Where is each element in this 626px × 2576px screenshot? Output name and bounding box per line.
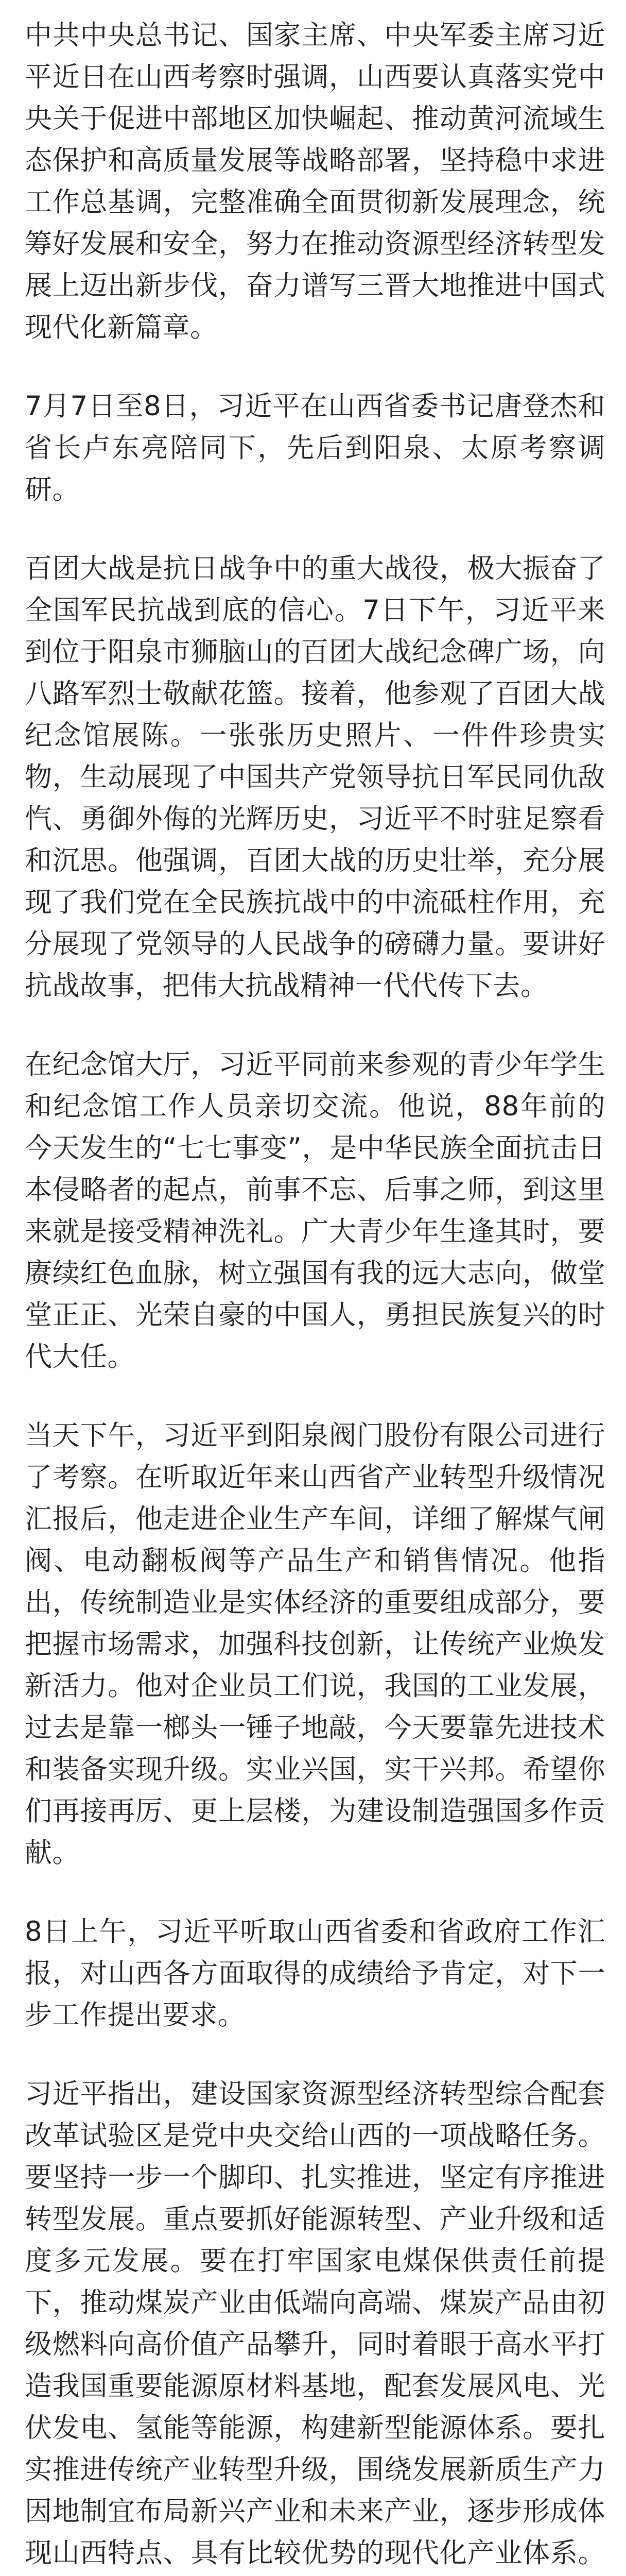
- paragraph-hundred-regiments-memorial: 百团大战是抗日战争中的重大战役，极大振奋了全国军民抗战到底的信心。7日下午，习近平来到位于阳泉市狮脑山的百团大战纪念碑广场，向八路军烈士敬献花篮。接着，他参观了百团大战纪念馆展陈。一张张历史照片、一件件珍贵实物，生动展现了中国共产党领导抗日军民同仇敌忾、勇御外侮的光辉历史，习近平不时驻足察看和沉思。他强调，百团大战的历史壮举，充分展现了我们党在全民族抗战中的中流砥柱作用，充分展现了党领导的人民战争的磅礴力量。要讲好抗战故事，把伟大抗战精神一代代传下去。: [25, 553, 605, 1002]
- paragraph-transformation: 习近平指出，建设国家资源型经济转型综合配套改革试验区是党中央交给山西的一项战略任务。要坚持一步一个脚印、扎实推进，坚定有序推进转型发展。重点要抓好能源转型、产业升级和适度多元发展。要在打牢国家电煤保供责任前提下，推动煤炭产业由低端向高端、煤炭产品由初级燃料向高价值产品攀升，同时着眼于高水平打造我国重要能源原材料基地，配套发展风电、光伏发电、氢能等能源，构建新型能源体系。要扎实推进传统产业转型升级，围绕发展新质生产力因地制宜布局新兴产业和未来产业，逐步形成体现山西特点、具有比较优势的现代化产业体系。: [25, 2078, 605, 2569]
- paragraph-itinerary: 7月7日至8日，习近平在山西省委书记唐登杰和省长卢东亮陪同下，先后到阳泉、太原考察调研。: [25, 391, 605, 505]
- paragraph-valve-company-visit: 当天下午，习近平到阳泉阀门股份有限公司进行了考察。在听取近年来山西省产业转型升级情况汇报后，他走进企业生产车间，详细了解煤气闸阀、电动翻板阀等产品生产和销售情况。他指出，传统制造业是实体经济的重要组成部分，要把握市场需求，加强科技创新，让传统产业焕发新活力。他对企业员工们说，我国的工业发展，过去是靠一榔头一锤子地敲，今天要靠先进技术和装备实现升级。实业兴国，实干兴邦。希望你们再接再厉、更上层楼，为建设制造强国多作贡献。: [25, 1420, 605, 1869]
- paragraph-intro: 中共中央总书记、国家主席、中央军委主席习近平近日在山西考察时强调，山西要认真落实党中央关于促进中部地区加快崛起、推动黄河流域生态保护和高质量发展等战略部署，坚持稳中求进工作总基调，完整准确全面贯彻新发展理念，统筹好发展和安全，努力在推动资源型经济转型发展上迈出新步伐，奋力谱写三晋大地推进中国式现代化新篇章。: [25, 20, 605, 343]
- paragraph-work-report: 8日上午，习近平听取山西省委和省政府工作汇报，对山西各方面取得的成绩给予肯定，对下一步工作提出要求。: [25, 1916, 605, 2031]
- paragraph-memorial-hall-students: 在纪念馆大厅，习近平同前来参观的青少年学生和纪念馆工作人员亲切交流。他说，88年前的今天发生的“七七事变”，是中华民族全面抗击日本侵略者的起点，前事不忘、后事之师，到这里来就是接受精神洗礼。广大青少年生逢其时，要赓续红色血脉，树立强国有我的远大志向，做堂堂正正、光荣自豪的中国人，勇担民族复兴的时代大任。: [25, 1049, 605, 1372]
